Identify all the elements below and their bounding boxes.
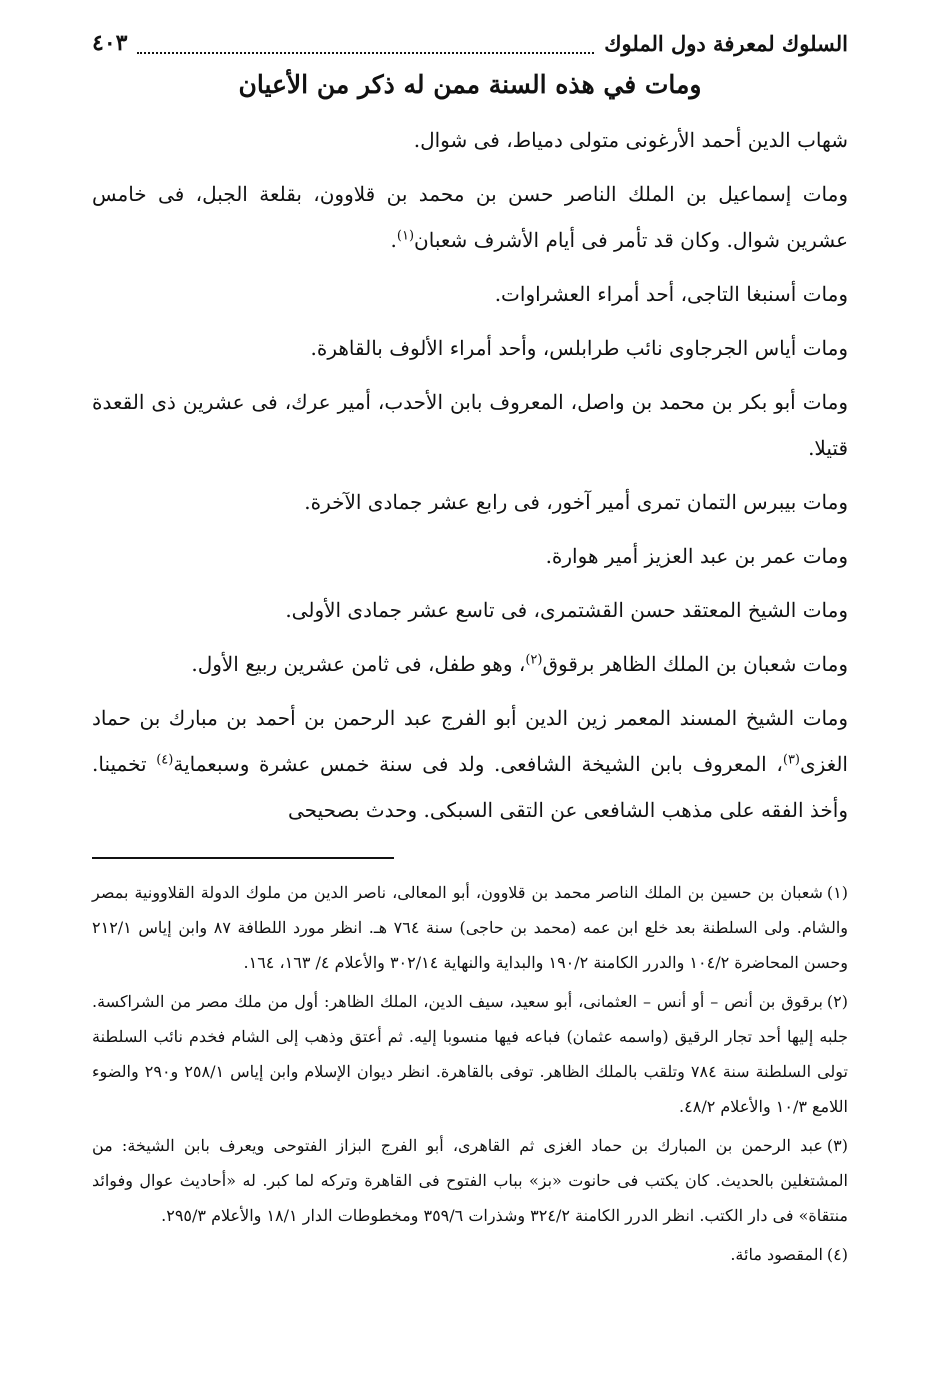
entry-end: تخمينا. وأخذ الفقه على مذهب الشافعى عن التقى السبكى. وحدث بصحيحى — [92, 752, 848, 822]
entry-1 — [92, 117, 848, 163]
entry-6 — [92, 479, 848, 525]
entry-3 — [92, 271, 848, 317]
footnote-separator — [92, 857, 394, 859]
footnote-ref-4: (٤) — [156, 752, 174, 768]
footnote-ref-3: (٣) — [782, 752, 800, 768]
footnote-4 — [92, 1237, 848, 1272]
footnote-3 — [92, 1128, 848, 1233]
header-dotted-leader — [137, 51, 594, 54]
footnote-number: (٣) — [826, 1136, 848, 1155]
footnote-text: المقصود مائة. — [730, 1245, 823, 1264]
footnotes — [92, 875, 848, 1272]
entry-10 — [92, 695, 848, 833]
section-title: ومات في هذه السنة ممن له ذكر من الأعيان — [238, 70, 702, 99]
footnote-number: (٢) — [826, 992, 849, 1011]
entries-list — [92, 117, 848, 833]
footnote-1 — [92, 875, 848, 980]
entry-text: ومات الشيخ المعتقد حسن القشتمرى، فى تاسع عشر جمادى الأولى. — [285, 598, 848, 622]
entry-text: ومات إسماعيل بن الملك الناصر حسن بن محمد بن قلاوون، بقلعة الجبل، فى خامس عشرين شوال. وكان قد تأمر فى أيام الأشرف شعبان — [92, 182, 848, 252]
entry-4 — [92, 325, 848, 371]
entry-8 — [92, 587, 848, 633]
entry-text: ومات أسنبغا التاجى، أحد أمراء العشراوات. — [494, 282, 848, 306]
entry-tail: ، وهو طفل، فى ثامن عشرين ربيع الأول. — [191, 652, 526, 676]
footnote-text: برقوق بن أنص – أو أنس – العثمانى، أبو سعيد، سيف الدين، الملك الظاهر: أول من ملك مصر من الشراكسة. جلبه إليها أحد تجار الرقيق (واسمه عثمان) فباعه فيها منسوبا إليه. ثم أعتق وذهب إلى الشام فخدم نائب السلطنة تولى السلطنة سنة ٧٨٤ وتلقب بالملك الظاهر. توفى بالقاهرة. انظر ديوان الإسلام وابن إياس ٢٥٨/١ و٢٩٠ والضوء اللامع ١٠/٣ والأعلام ٤٨/٢. — [92, 992, 849, 1116]
entry-text: ومات عمر بن عبد العزيز أمير هوارة. — [545, 544, 848, 568]
footnote-number: (١) — [826, 883, 849, 902]
entry-text: ومات أبو بكر بن محمد بن واصل، المعروف بابن الأحدب، أمير عرك، فى عشرين ذى القعدة قتيلا. — [92, 390, 848, 460]
entry-9 — [92, 641, 848, 687]
entry-mid: ، المعروف بابن الشيخة الشافعى. ولد فى سنة خمس عشرة وسبعماية — [173, 752, 783, 776]
entry-text: ومات أياس الجرجاوى نائب طرابلس، وأحد أمراء الألوف بالقاهرة. — [310, 336, 848, 360]
entry-text: ومات بيبرس التمان تمرى أمير آخور، فى رابع عشر جمادى الآخرة. — [304, 490, 848, 514]
footnote-text: شعبان بن حسين بن الملك الناصر محمد بن قلاوون، أبو المعالى، ناصر الدين من ملوك الدولة القلاوونية بمصر والشام. ولى السلطنة بعد خلع ابن عمه (محمد بن حاجى) سنة ٧٦٤ هـ. انظر مورد اللطافة ٨٧ وابن إياس ٢١٢/١ وحسن المحاضرة ١٠٤/٢ والدرر الكامنة ١٩٠/٢ والبداية والنهاية ٣٠٢/١٤ والأعلام ٤/ ١٦٣، ١٦٤. — [92, 883, 848, 972]
footnote-text: عبد الرحمن بن المبارك بن حماد الغزى ثم القاهرى، أبو الفرج البزاز الفتوحى ويعرف بابن الشيخة: من المشتغلين بالحديث. كان يكتب فى حانوت «بز» بباب الفتوح فى القاهرة وتركه لما كبر. له «أحاديث عوال وفوائد منتقاة» فى دار الكتب. انظر الدرر الكامنة ٣٢٤/٢ وشذرات ٣٥٩/٦ ومخطوطات الدار ١٨/١ والأعلام ٢٩٥/٣. — [92, 1136, 848, 1225]
running-header — [92, 28, 848, 58]
footnote-number: (٤) — [826, 1245, 848, 1264]
footnote-2 — [92, 984, 848, 1124]
footnote-ref-2: (٢) — [525, 652, 543, 668]
entry-text: شهاب الدين أحمد الأرغونى متولى دمياط، فى شوال. — [413, 128, 848, 152]
entry-2 — [92, 171, 848, 263]
footnote-ref-1: (١) — [396, 228, 415, 244]
running-title: السلوك لمعرفة دول الملوك — [604, 30, 848, 56]
entry-7 — [92, 533, 848, 579]
page-number: ٤٠٣ — [92, 30, 128, 56]
entry-5 — [92, 379, 848, 471]
entry-tail: . — [390, 228, 397, 252]
entry-text: ومات شعبان بن الملك الظاهر برقوق — [542, 652, 848, 676]
entry-text: ومات الشيخ المسند المعمر زين الدين أبو الفرج عبد الرحمن بن أحمد بن مبارك بن حماد الغزى — [92, 706, 848, 776]
